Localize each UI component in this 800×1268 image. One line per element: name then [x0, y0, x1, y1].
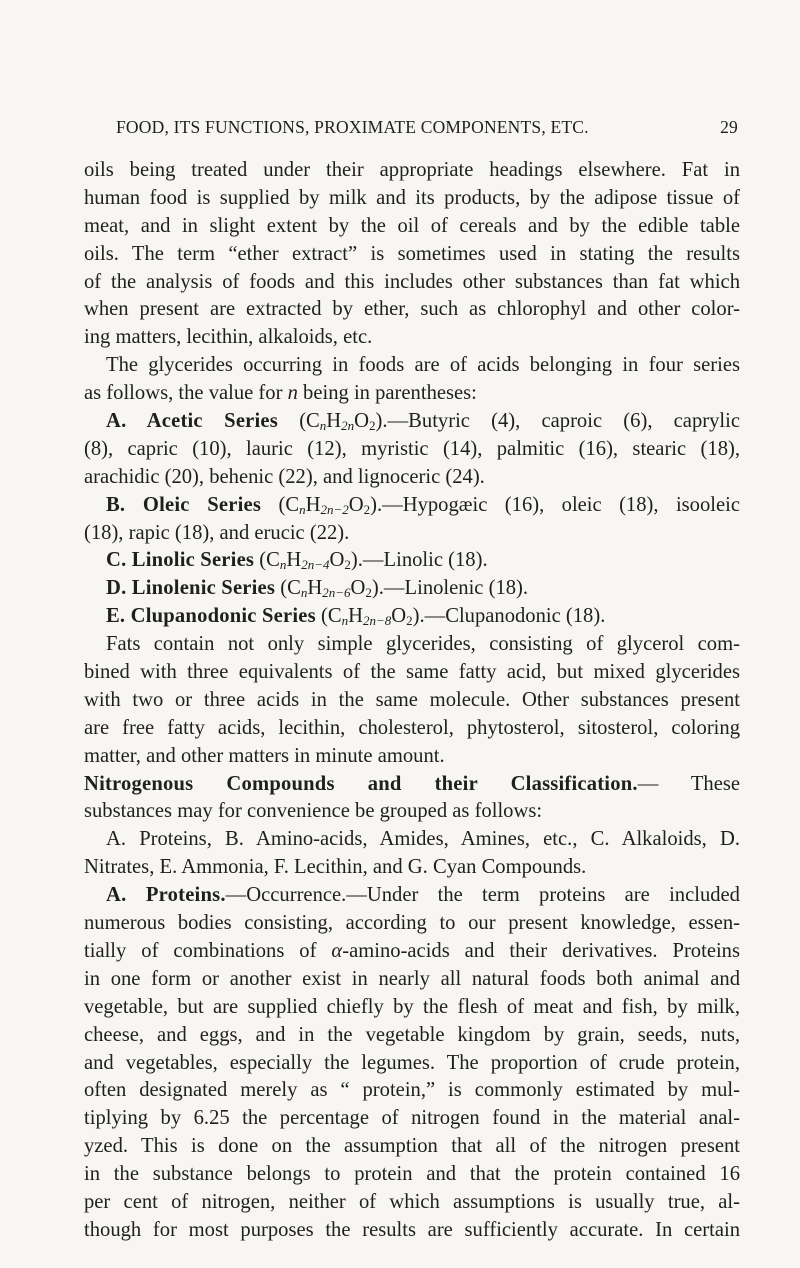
- text-line: arachidic (20), behenic (22), and lignoceric (24).: [84, 465, 485, 488]
- text-line: often designated merely as “ protein,” is commonly estimated by mul-: [84, 1079, 740, 1102]
- series-d-label: D. Linolenic Series: [106, 577, 276, 600]
- text-line: when present are extracted by ether, such as chlorophyl and other color-: [84, 298, 740, 321]
- series-e-line: E. Clupanodonic Series $(C_nH_{2n-8}O_2).—Clupanodonic$ (18).: [106, 605, 606, 629]
- nitrogenous-heading-line: Nitrogenous Compounds and their Classification.— These: [84, 772, 740, 795]
- series-d-line: D. Linolenic Series $(C_nH_{2n-6}O_2).—Linolenic$ (18).: [106, 577, 529, 601]
- series-b-formula: $(C_nH_{2n-2}O_2)$.: [278, 493, 383, 517]
- text-line: yzed. This is done on the assumption that all of the nitrogen present: [84, 1135, 740, 1158]
- text-line: Fats contain not only simple glycerides, consisting of glycerol com-: [106, 633, 740, 656]
- text-line: tiplying by 6.25 the percentage of nitrogen found in the material anal-: [84, 1107, 740, 1130]
- series-a-label: A. Acetic Series: [106, 410, 278, 433]
- text-line: Nitrates, E. Ammonia, F. Lecithin, and G. Cyan Compounds.: [84, 856, 587, 879]
- series-b-label: B. Oleic Series: [106, 493, 262, 516]
- text-line: and vegetables, especially the legumes. The proportion of crude protein,: [84, 1051, 740, 1074]
- text-line: are free fatty acids, lecithin, cholesterol, phytosterol, sitosterol, coloring: [84, 716, 740, 739]
- series-e-label: E. Clupanodonic Series: [106, 605, 316, 628]
- text-line: in one form or another exist in nearly all natural foods both animal and: [84, 967, 740, 990]
- series-c-label: C. Linolic Series: [106, 549, 255, 572]
- text-line: human food is supplied by milk and its products, by the adipose tissue of: [84, 186, 740, 209]
- text-line: oils. The term “ether extract” is sometimes used in stating the results: [84, 242, 740, 265]
- text-line: meat, and in slight extent by the oil of cereals and by the edible table: [84, 214, 740, 237]
- text-line: as follows, the value for n being in parentheses:: [84, 382, 477, 405]
- series-c-line: C. Linolic Series $(C_nH_{2n-4}O_2).—Linolic$ (18).: [106, 549, 488, 573]
- text-line: with two or three acids in the same molecule. Other substances present: [84, 688, 740, 711]
- text-line: A. Proteins, B. Amino-acids, Amides, Amines, etc., C. Alkaloids, D.: [106, 828, 740, 851]
- series-d-formula: $(C_nH_{2n-6}O_2)$.: [280, 577, 384, 601]
- text-line: matter, and other matters in minute amount.: [84, 744, 445, 767]
- text-line: though for most purposes the results are sufficiently accurate. In certain: [84, 1218, 740, 1241]
- series-e-formula: $(C_nH_{2n-8}O_2)$.: [320, 605, 425, 629]
- proteins-heading: A. Proteins.: [106, 884, 226, 907]
- text-line: numerous bodies consisting, according to our present knowledge, essen-: [84, 912, 740, 935]
- text-line: ing matters, lecithin, alkaloids, etc.: [84, 326, 373, 349]
- text-line: bined with three equivalents of the same fatty acid, but mixed glycerides: [84, 661, 740, 684]
- alpha-symbol: α: [331, 939, 343, 962]
- body-text: [84, 157, 740, 1245]
- text-line: vegetable, but are supplied chiefly by the flesh of meat and fish, by milk,: [84, 995, 740, 1018]
- running-head: [116, 117, 738, 141]
- text-line: (18), rapic (18), and erucic (22).: [84, 521, 350, 544]
- text-line: of the analysis of foods and this includes other substances than fat which: [84, 270, 740, 293]
- text-line: oils being treated under their appropriate headings elsewhere. Fat in: [84, 159, 740, 181]
- nitrogenous-heading: Nitrogenous Compounds and their Classification.: [84, 772, 638, 795]
- text-line: The glycerides occurring in foods are of acids belonging in four series: [106, 354, 740, 377]
- proteins-heading-line: A. Proteins.—Occurrence.—Under the term proteins are included: [106, 884, 740, 907]
- running-head-title: FOOD, ITS FUNCTIONS, PROXIMATE COMPONENTS, ETC.: [116, 117, 589, 137]
- text-line: in the substance belongs to protein and that the protein contained 16: [84, 1163, 740, 1186]
- text-line: (8), capric (10), lauric (12), myristic (14), palmitic (16), stearic (18),: [84, 437, 740, 460]
- text-line: cheese, and eggs, and in the vegetable kingdom by grain, seeds, nuts,: [84, 1023, 740, 1046]
- series-c-formula: $(C_nH_{2n-4}O_2)$.: [259, 549, 363, 573]
- series-a-formula: $(C_nH_{2n}O_2)$.: [299, 410, 388, 434]
- text-line: substances may for convenience be grouped as follows:: [84, 800, 543, 823]
- series-a-line: A. Acetic Series $(C_nH_{2n}O_2).—Butyric$ (4), caproic (6), caprylic: [106, 410, 740, 434]
- text-line: per cent of nitrogen, neither of which assumptions is usually true, al-: [84, 1190, 740, 1213]
- page-number: 29: [720, 117, 738, 137]
- series-b-line: B. Oleic Series $(C_nH_{2n-2}O_2).—Hypogæic$ (16), oleic (18), isooleic: [106, 493, 740, 517]
- text-line: tially of combinations of α-amino-acids and their derivatives. Proteins: [84, 939, 740, 962]
